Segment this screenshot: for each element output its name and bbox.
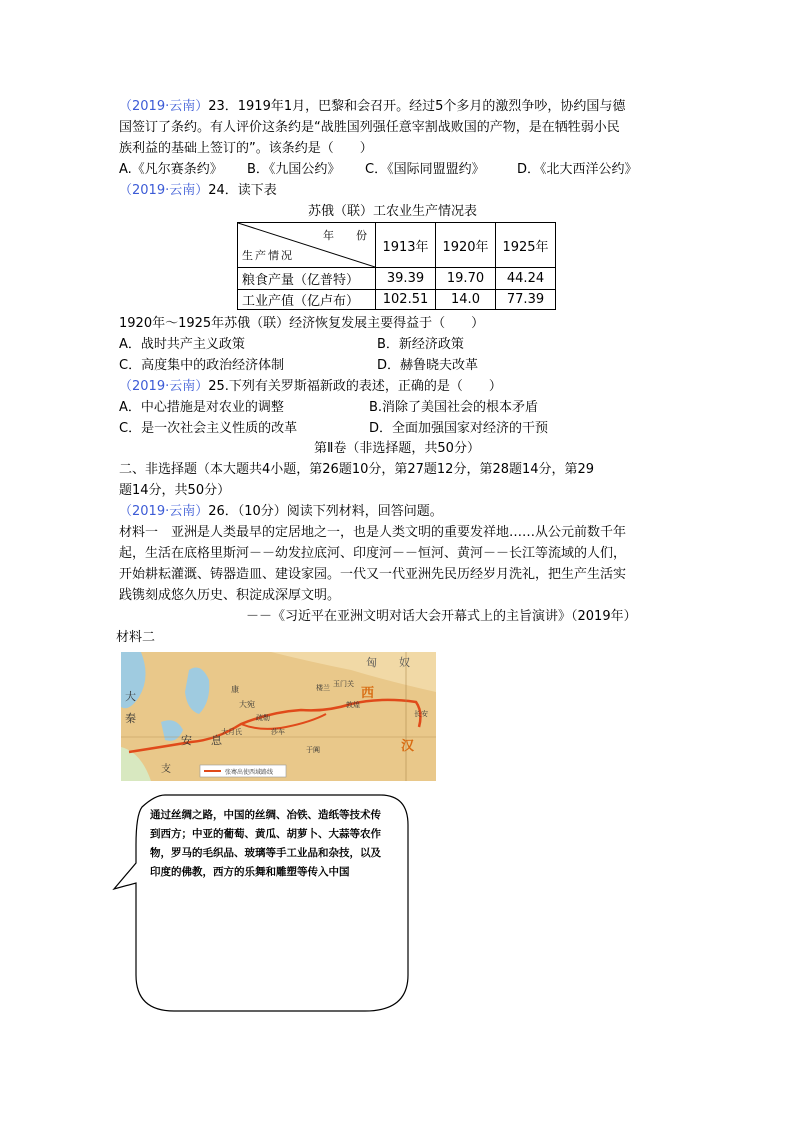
q25-option-d[interactable]: D．全面加强国家对经济的干预 (369, 421, 549, 436)
q26-stem: 26．（10分）阅读下列材料，回答问题。 (208, 504, 443, 519)
map-label: 玉门关 (333, 680, 354, 688)
q26-source: （2019·云南） (119, 504, 209, 519)
part2-heading-2: 题14分，共50分） (119, 483, 231, 498)
map-label: 长安 (414, 710, 428, 718)
q23-option-c[interactable]: C．《国际同盟盟约》 (365, 162, 485, 177)
header-production-label: 生产情况 (242, 249, 294, 262)
map-label: 息 (211, 734, 222, 747)
map-label: 楼兰 (316, 684, 330, 692)
q23-option-b[interactable]: B．《九国公约》 (247, 162, 341, 177)
table-row-label: 工业产值（亿卢布） (238, 290, 376, 310)
q23-line1 (119, 97, 625, 117)
map-label: 康 (231, 685, 239, 694)
q24-stem: 24．读下表 (208, 183, 277, 198)
q25-options-row2 (119, 419, 548, 439)
q23-source: （2019·云南） (119, 99, 209, 114)
map-label: 安 (181, 734, 192, 747)
map-label: 莎车 (271, 728, 285, 736)
q24-options-row1 (119, 335, 464, 355)
material1-line4: 践镌刻成悠久历史、积淀成深厚文明。 (119, 588, 341, 603)
q23-option-d[interactable]: D．《北大西洋公约》 (517, 162, 638, 177)
material2-label: 材料二 (116, 630, 156, 645)
q24-question: 1920年～1925年苏俄（联）经济恢复发展主要得益于（ ） (119, 316, 485, 331)
q23-line2: 国签订了条约。有人评价这条约是“战胜国列强任意宰割战败国的产物，是在牺牲弱小民 (119, 120, 620, 135)
table-cell: 44.24 (496, 268, 556, 290)
material1-line1: 材料一 亚洲是人类最早的定居地之一，也是人类文明的重要发祥地……从公元前数千年 (119, 525, 627, 540)
part2-title: 第Ⅱ卷（非选择题，共50分） (314, 441, 480, 456)
table-header-year: 1913年 (376, 223, 436, 268)
map-label: 大月氏 (221, 728, 242, 736)
table-header-year: 1920年 (436, 223, 496, 268)
q24-option-a[interactable]: A．战时共产主义政策 (119, 337, 245, 352)
q23-option-a[interactable]: A.《凡尔赛条约》 (119, 162, 223, 177)
table-cell: 19.70 (436, 268, 496, 290)
q25-option-b[interactable]: B.消除了美国社会的根本矛盾 (369, 400, 539, 415)
map-label: 大 (125, 690, 136, 703)
table-cell: 102.51 (376, 290, 436, 310)
table-header-row (238, 223, 556, 268)
silk-road-map (121, 652, 436, 781)
material1-source: －－《习近平在亚洲文明对话大会开幕式上的主旨演讲》（2019年） (246, 609, 637, 624)
table-row-label: 粮食产量（亿普特） (238, 268, 376, 290)
table-row (238, 268, 556, 290)
q24-option-b[interactable]: B．新经济政策 (377, 337, 464, 352)
header-year-label: 年 份 (323, 229, 367, 242)
material1-line3: 开始耕耘灌溉、铸器造皿、建设家园。一代又一代亚洲先民历经岁月洗礼，把生产生活实 (119, 567, 627, 582)
map-label: 疏勒 (256, 714, 270, 722)
map-label: 西 (361, 686, 375, 701)
q24-source: （2019·云南） (119, 183, 209, 198)
q24-option-d[interactable]: D．赫鲁晓夫改革 (377, 358, 479, 373)
q23-line3: 族利益的基础上签订的”。该条约是（ ） (119, 141, 373, 156)
q23-stem: 23．1919年1月，巴黎和会召开。经过5个多月的激烈争吵，协约国与德 (208, 99, 626, 114)
map-label: 支 (161, 764, 171, 775)
map-label: 奴 (399, 656, 410, 669)
map-label: 秦 (125, 712, 136, 725)
q25-options-row1 (119, 398, 538, 418)
callout-text: 通过丝绸之路，中国的丝绸、冶铁、造纸等技术传到西方；中亚的葡萄、黄瓜、胡萝卜、大蒜等农作物，罗马的毛织品、玻璃等手工业品和杂技，以及印度的佛教，西方的乐舞和雕塑等传入中国 (150, 809, 381, 878)
table-header-year: 1925年 (496, 223, 556, 268)
material1-line2: 起，生活在底格里斯河－－幼发拉底河、印度河－－恒河、黄河－－长江等流域的人们， (119, 546, 627, 561)
map-label: 大宛 (239, 700, 255, 709)
q24-option-c[interactable]: C．高度集中的政治经济体制 (119, 358, 285, 373)
table-cell: 14.0 (436, 290, 496, 310)
q24-table-title: 苏俄（联）工农业生产情况表 (308, 204, 478, 219)
q26-line (119, 502, 443, 522)
q25-stem: 25.下列有关罗斯福新政的表述，正确的是（ ） (208, 379, 502, 394)
table-diagonal-header (238, 223, 376, 268)
map-legend-label: 张骞出使西域路线 (225, 769, 274, 776)
map-label: 汉 (401, 739, 415, 754)
table-cell: 77.39 (496, 290, 556, 310)
table-row (238, 290, 556, 310)
q25-option-c[interactable]: C．是一次社会主义性质的改革 (119, 421, 298, 436)
part2-heading-1: 二、非选择题（本大题共4小题，第26题10分，第27题12分，第28题14分，第29 (119, 462, 595, 477)
map-label: 于阗 (306, 746, 320, 754)
q23-options (119, 160, 638, 180)
map-label: 敦煌 (346, 701, 360, 709)
q25-source: （2019·云南） (119, 379, 209, 394)
map-label: 匈 (366, 656, 377, 669)
q25-option-a[interactable]: A．中心措施是对农业的调整 (119, 400, 284, 415)
q25-line (119, 377, 502, 397)
table-cell: 39.39 (376, 268, 436, 290)
q24-line (119, 181, 277, 201)
production-table (237, 222, 556, 310)
q24-options-row2 (119, 356, 478, 376)
